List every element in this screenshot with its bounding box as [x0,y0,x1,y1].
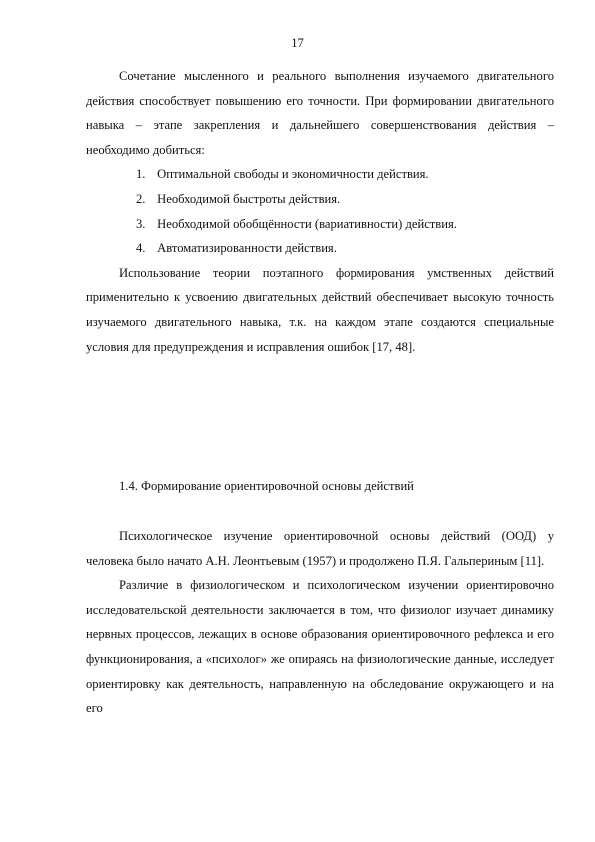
paragraph-difference: Различие в физиологическом и психологическом изучении ориентировочно исследовательской деятельности заключается в том, что физиолог изучает динамику нервных процессов, лежащих в основе образования ориентировочного рефлекса и его функционирования, а «психолог» же опираясь на физиологические данные, исследует ориентировку как деятельность, направленную на обследование окружающего и на его [86,578,554,716]
page-number: 17 [291,36,304,50]
section-heading: 1.4. Формирование ориентировочной основы действий [119,479,414,493]
list-item-text: Необходимой быстроты действия. [157,191,341,206]
paragraph-intro: Сочетание мысленного и реального выполнения изучаемого двигательного действия способствует повышению его точности. При формировании двигательного навыка – этапе закрепления и дальнейшего совершенствования действия – необходимо добиться: [86,69,554,157]
list-item [86,162,554,187]
paragraph-theory: Использование теории поэтапного формирования умственных действий применительно к усвоению двигательных действий обеспечивает высокую точность изучаемого двигательного навыка, т.к. на каждом этапе создаются специальные условия для предупреждения и исправления ошибок [17, 48]. [86,265,554,354]
list-item-number: 4. [136,241,146,256]
list-item-number: 3. [136,216,146,231]
paragraph-ood: Психологическое изучение ориентировочной основы действий (ООД) у человека было начато А.Н. Леонтьевым (1957) и продолжено П.Я. Гальпериным [11]. [86,529,554,568]
bottom-text-block [86,524,554,721]
list-item [86,236,554,261]
requirements-list [86,162,554,260]
list-item [86,187,554,212]
list-item-number: 1. [136,167,146,182]
list-item-text: Оптимальной свободы и экономичности действия. [157,167,429,182]
list-item [86,212,554,237]
top-text-block [86,64,554,359]
list-item-number: 2. [136,191,146,206]
list-item-text: Автоматизированности действия. [157,241,337,256]
list-item-text: Необходимой обобщённости (вариативности) действия. [157,216,457,231]
